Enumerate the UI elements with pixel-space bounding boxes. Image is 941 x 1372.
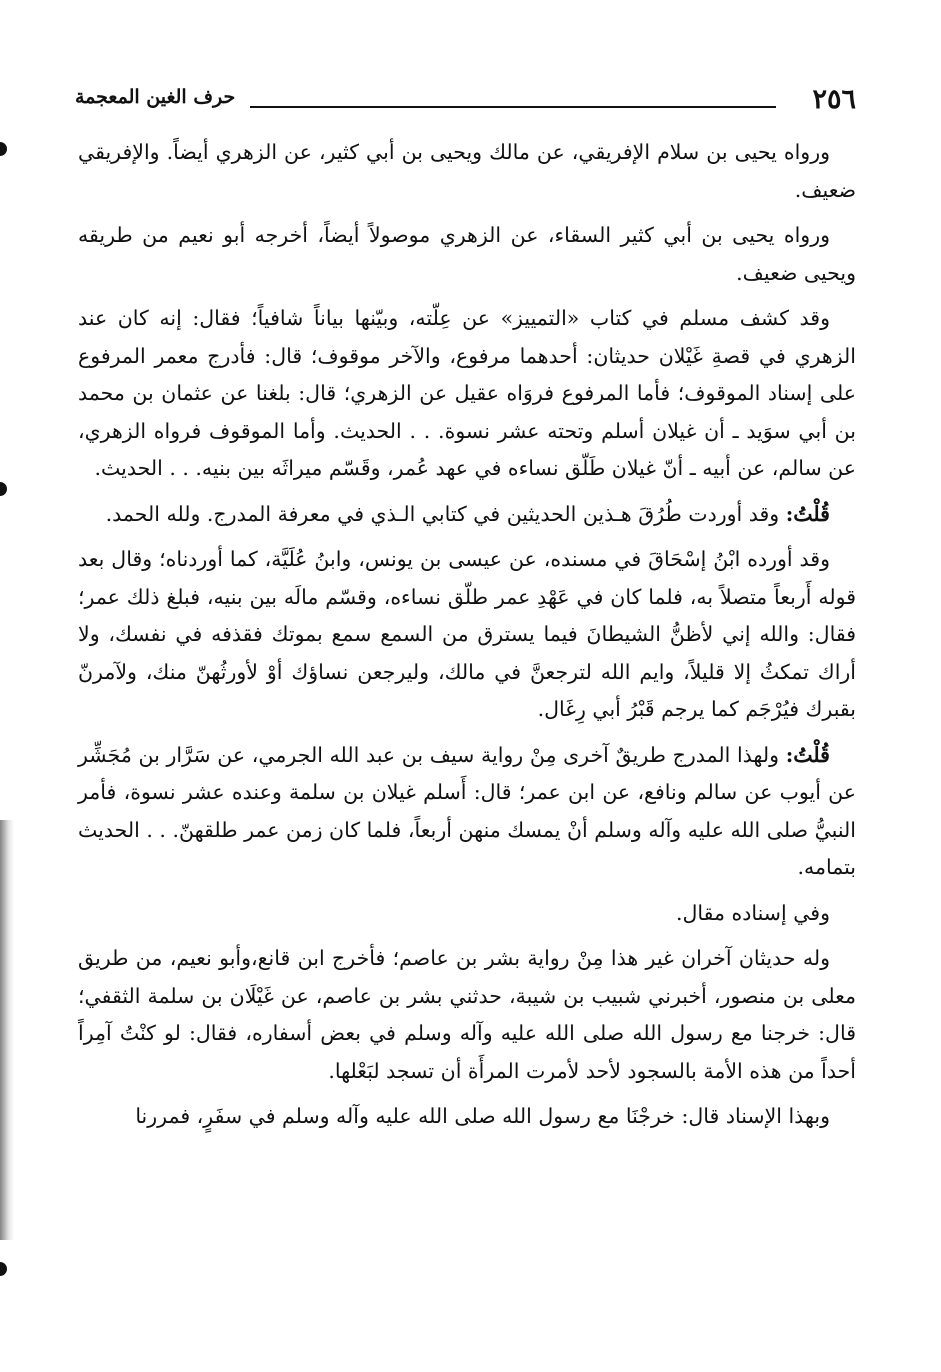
paragraph-text: ورواه يحيى بن أبي كثير السقاء، عن الزهري موصولاً أيضاً، أخرجه أبو نعيم من طريقه ويحيى ضعيف. xyxy=(78,223,856,285)
scan-shadow xyxy=(0,820,14,1240)
running-title: حرف الغين المعجمة xyxy=(75,86,236,108)
paragraph xyxy=(78,217,856,292)
paragraph xyxy=(78,134,856,209)
page-number: ٢٥٦ xyxy=(812,84,856,115)
paragraph xyxy=(78,940,856,1090)
paragraph xyxy=(78,895,856,933)
margin-mark xyxy=(0,1262,7,1276)
paragraph xyxy=(78,541,856,729)
paragraph-text: وقد كشف مسلم في كتاب «التمييز» عن عِلّته، وبيّنها بياناً شافياً؛ فقال: إنه كان عند الزهري في قصةِ غَيْلان حديثان: أحدهما مرفوع، والآخر موقوف؛ قال: فأدرج معمر المرفوع على إسناد الموقوف؛ فأما المرفوع فروَاه عقيل عن الزهري؛ قال: بلغنا عن عثمان بن محمد بن أبي سوَيد ـ أن غيلان أسلم وتحته عشر نسوة. . . الحديث. وأما الموقوف فرواه الزهري، عن سالم، عن أبيه ـ أنّ غيلان طَلّق نساءه في عهد عُمر، وقَسّم ميراثَه بين بنيه. . . الحديث. xyxy=(78,306,856,480)
paragraph xyxy=(78,737,856,887)
paragraph-text: ولهذا المدرج طريقٌ آخرى مِنْ رواية سيف بن عبد الله الجرمي، عن سَرَّار بن مُجَشِّر عن أيوب عن سالم ونافع، عن ابن عمر؛ قال: أَسلم غيلان بن سلمة وعنده عشر نسوة، فأمر النبيُّ صلى الله عليه وآله وسلم أنْ يمسك منهن أربعاً، فلما كان زمن عمر طلقهنّ. . . الحديث بتمامه. xyxy=(78,742,856,879)
paragraph-text: وله حديثان آخران غير هذا مِنْ رواية بشر بن عاصم؛ فأخرج ابن قانع،وأبو نعيم، من طريق معلى بن منصور، أخبرني شبيب بن شيبة، حدثني بشر بن عاصم، عن غَيْلَان بن سلمة الثقفي؛ قال: خرجنا مع رسول الله صلى الله عليه وآله وسلم في بعض أسفاره، فقال: لو كنْتُ آمِراً أحداً من هذه الأمة بالسجود لأحد لأمرت المرأَة أن تسجد لبَعْلها. xyxy=(78,946,856,1083)
margin-mark xyxy=(0,142,7,156)
paragraph-lead: قُلْتُ: xyxy=(785,742,830,767)
paragraph-lead: قُلْتُ: xyxy=(785,501,830,526)
page-header xyxy=(75,84,856,118)
paragraph-text: وقد أورده ابْنُ إسْحَاقَ في مسنده، عن عيسى بن يونس، وابنُ عُلَيَّة، كما أوردناه؛ وقال بعد قوله أَربعاً متصلاً به، فلما كان في عَهْدِ عمر طلّق نساءه، وقسّم مالَه بين بنيه، فبلغ ذلك عمر؛ فقال: والله إني لأظنُّ الشيطانَ فيما يسترق من السمع سمع بموتك فقذفه في نفسك، ولا أراك تمكثُ إلا قليلاً، وايم الله لترجعنَّ في مالك، وليرجعن نساؤك أوْ لأورثُهنّ منك، ولآمرنّ بقبرك فيُرْجَم كما يرجم قَبْرُ أبي رِغَال. xyxy=(78,547,856,721)
body-text xyxy=(78,134,856,1144)
paragraph xyxy=(78,496,856,534)
paragraph-text: ورواه يحيى بن سلام الإفريقي، عن مالك ويحيى بن أبي كثير، عن الزهري أيضاً. والإفريقي ضعيف. xyxy=(78,140,856,202)
paragraph xyxy=(78,300,856,488)
header-rule xyxy=(250,106,776,108)
paragraph-text: وقد أوردت طُرُقَ هـذين الحديثين في كتابي الـذي في معرفة المدرج. ولله الحمد. xyxy=(105,501,786,526)
paragraph-text: وبهذا الإسناد قال: خرجْنَا مع رسول الله صلى الله عليه وآله وسلم في سفَرٍ، فمررنا xyxy=(135,1104,830,1128)
margin-mark xyxy=(0,482,7,496)
paragraph xyxy=(78,1098,856,1136)
paragraph-text: وفي إسناده مقال. xyxy=(675,900,830,925)
